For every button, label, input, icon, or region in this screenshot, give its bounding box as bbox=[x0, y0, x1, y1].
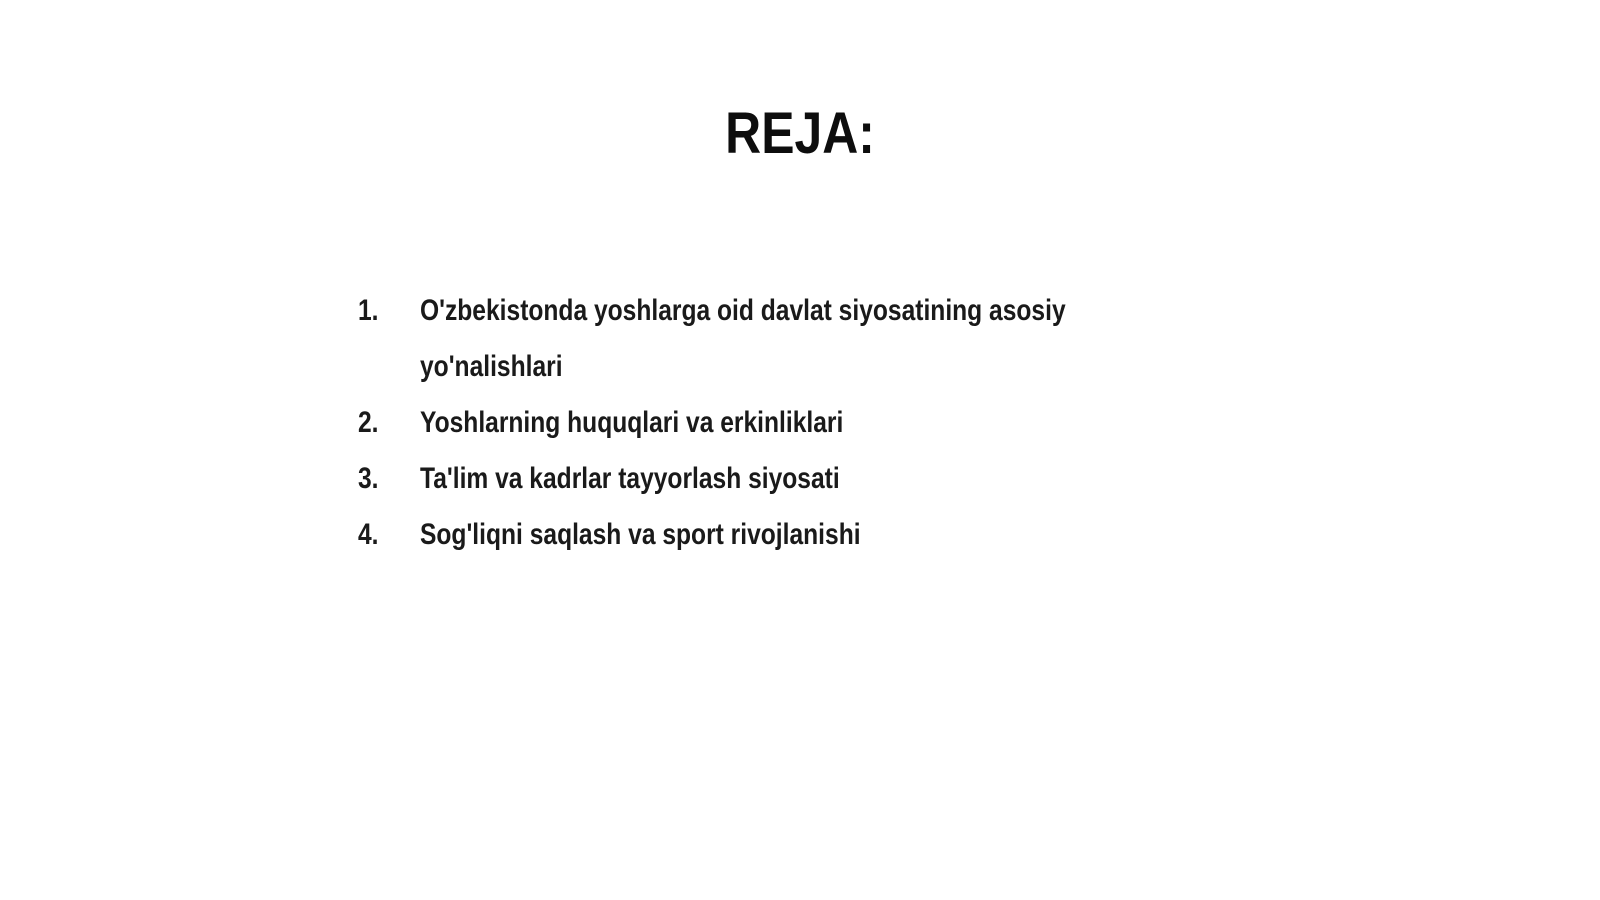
list-item-text bbox=[420, 451, 1118, 507]
list-item bbox=[358, 283, 1118, 395]
list-item bbox=[358, 507, 1118, 563]
list-item-text bbox=[420, 283, 1207, 395]
list-item-text bbox=[420, 507, 1118, 563]
list-item-text-line: O'zbekistonda yoshlarga oid davlat siyosatining asosiy bbox=[420, 294, 1066, 327]
plan-list bbox=[358, 283, 1118, 563]
list-item-text bbox=[420, 395, 1118, 451]
list-item-number: 4. bbox=[358, 518, 379, 551]
list-item-text-line: Sog'liqni saqlash va sport rivojlanishi bbox=[420, 518, 861, 551]
list-item-text-line: Ta'lim va kadrlar tayyorlash siyosati bbox=[420, 462, 840, 495]
list-item-text-line: yo'nalishlari bbox=[420, 350, 563, 383]
list-item-text-line: Yoshlarning huquqlari va erkinliklari bbox=[420, 406, 844, 439]
list-item bbox=[358, 395, 1118, 451]
list-item-number: 1. bbox=[358, 294, 379, 327]
slide-title: REJA: bbox=[725, 101, 875, 166]
list-item-number: 3. bbox=[358, 462, 379, 495]
list-item-number: 2. bbox=[358, 406, 379, 439]
list-item bbox=[358, 451, 1118, 507]
